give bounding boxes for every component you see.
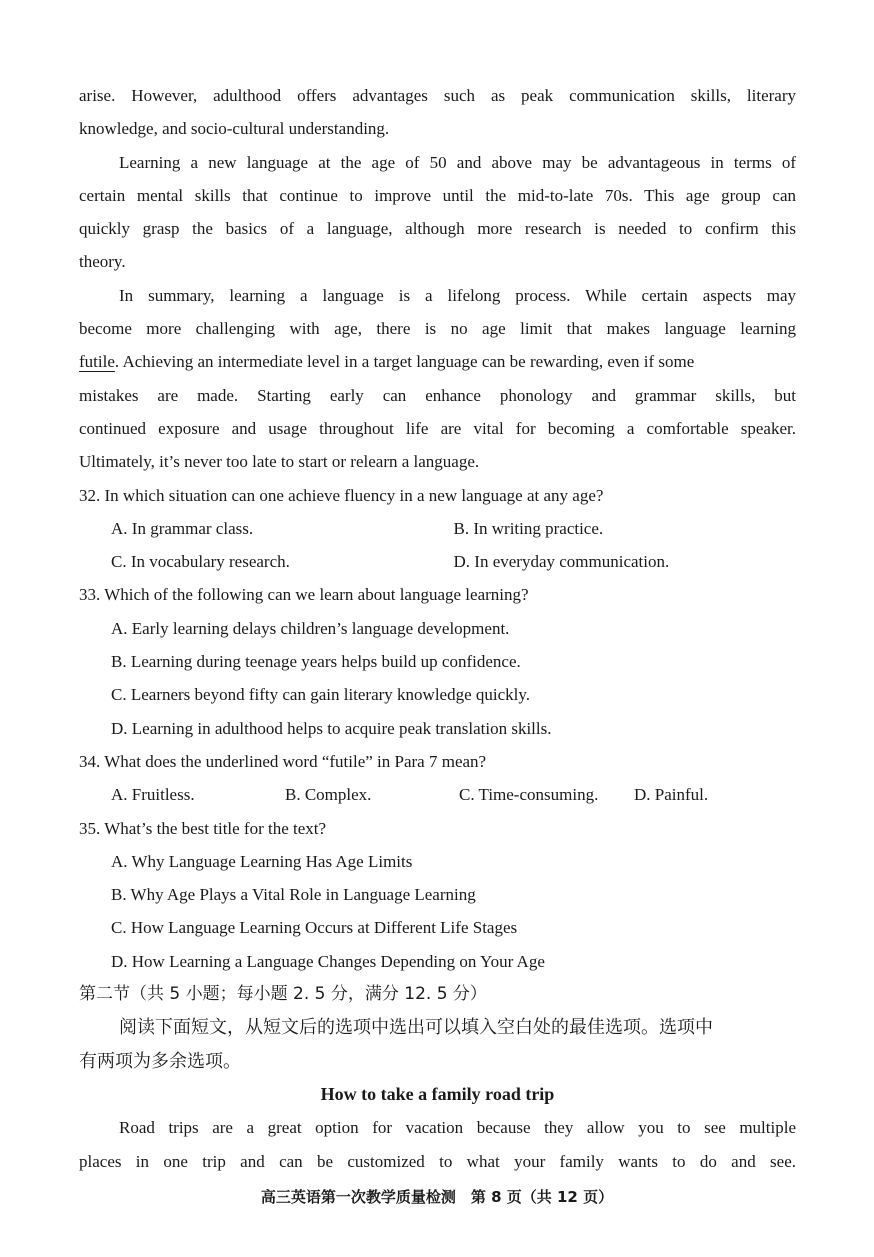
passage-line: knowledge, and socio-cultural understanding. bbox=[79, 119, 390, 139]
option-c: C. How Language Learning Occurs at Different Life Stages bbox=[111, 918, 518, 938]
passage-line: become more challenging with age, there is no age limit that makes language learning bbox=[79, 319, 796, 339]
option-c: C. In vocabulary research. bbox=[111, 552, 290, 572]
question-32-options-row bbox=[79, 545, 796, 578]
passage-line: mistakes are made. Starting early can enhance phonology and grammar skills, but bbox=[79, 385, 796, 405]
article-line: Road trips are a great option for vacation because they allow you to see multiple bbox=[119, 1118, 796, 1138]
passage-line: theory. bbox=[79, 252, 126, 272]
question-33-stem: 33. Which of the following can we learn about language learning? bbox=[79, 585, 529, 605]
option-b: B. In writing practice. bbox=[453, 518, 604, 538]
question-34-options-row bbox=[79, 778, 796, 811]
option-d: D. How Learning a Language Changes Depending on Your Age bbox=[111, 951, 545, 971]
section-heading: 第二节（共 5 小题；每小题 2. 5 分，满分 12. 5 分） bbox=[79, 984, 487, 1005]
passage-line: arise. However, adulthood offers advantages such as peak communication skills, literary bbox=[79, 86, 796, 105]
question-35-stem: 35. What’s the best title for the text? bbox=[79, 818, 327, 838]
option-d: D. Painful. bbox=[634, 785, 709, 805]
article-title: How to take a family road trip bbox=[320, 1083, 555, 1104]
section-instructions: 阅读下面短文，从短文后的选项中选出可以填入空白处的最佳选项。选项中 bbox=[119, 1017, 713, 1039]
underlined-word: futile bbox=[79, 352, 115, 372]
option-c: C. Time-consuming. bbox=[459, 785, 599, 805]
option-a: A. Early learning delays children’s language development. bbox=[111, 618, 510, 638]
option-d: D. In everyday communication. bbox=[453, 552, 670, 572]
option-d: D. Learning in adulthood helps to acquire peak translation skills. bbox=[111, 718, 552, 738]
option-b: B. Complex. bbox=[285, 785, 372, 805]
page-content bbox=[79, 79, 796, 1178]
option-a: A. Fruitless. bbox=[111, 785, 195, 805]
passage-line: In summary, learning a language is a lifelong process. While certain aspects may bbox=[119, 285, 796, 305]
passage-line: Learning a new language at the age of 50 and above may be advantageous in terms of bbox=[119, 152, 796, 172]
option-b: B. Why Age Plays a Vital Role in Language Learning bbox=[111, 885, 476, 905]
passage-line: Ultimately, it’s never too late to start or relearn a language. bbox=[79, 452, 480, 472]
option-b: B. Learning during teenage years helps build up confidence. bbox=[111, 652, 521, 672]
question-32-stem: 32. In which situation can one achieve fluency in a new language at any age? bbox=[79, 485, 604, 505]
option-c: C. Learners beyond fifty can gain literary knowledge quickly. bbox=[111, 685, 531, 705]
passage-line: quickly grasp the basics of a language, although more research is needed to confirm this bbox=[79, 219, 796, 239]
option-a: A. Why Language Learning Has Age Limits bbox=[111, 851, 413, 871]
passage-line: continued exposure and usage throughout life are vital for becoming a comfortable speaker. bbox=[79, 418, 796, 438]
article-line: places in one trip and can be customized to what your family wants to do and see. bbox=[79, 1151, 796, 1171]
question-32-options-row bbox=[79, 512, 796, 545]
passage-line-rest: . Achieving an intermediate level in a target language can be rewarding, even if some bbox=[114, 352, 695, 372]
option-a: A. In grammar class. bbox=[111, 518, 254, 538]
passage-line: certain mental skills that continue to improve until the mid-to-late 70s. This age group can bbox=[79, 185, 796, 205]
section-instructions: 有两项为多余选项。 bbox=[79, 1050, 241, 1072]
question-34-stem: 34. What does the underlined word “futile” in Para 7 mean? bbox=[79, 751, 487, 771]
page-footer: 高三英语第一次教学质量检测 第 8 页（共 12 页） bbox=[260, 1188, 614, 1206]
passage-line bbox=[79, 345, 796, 378]
